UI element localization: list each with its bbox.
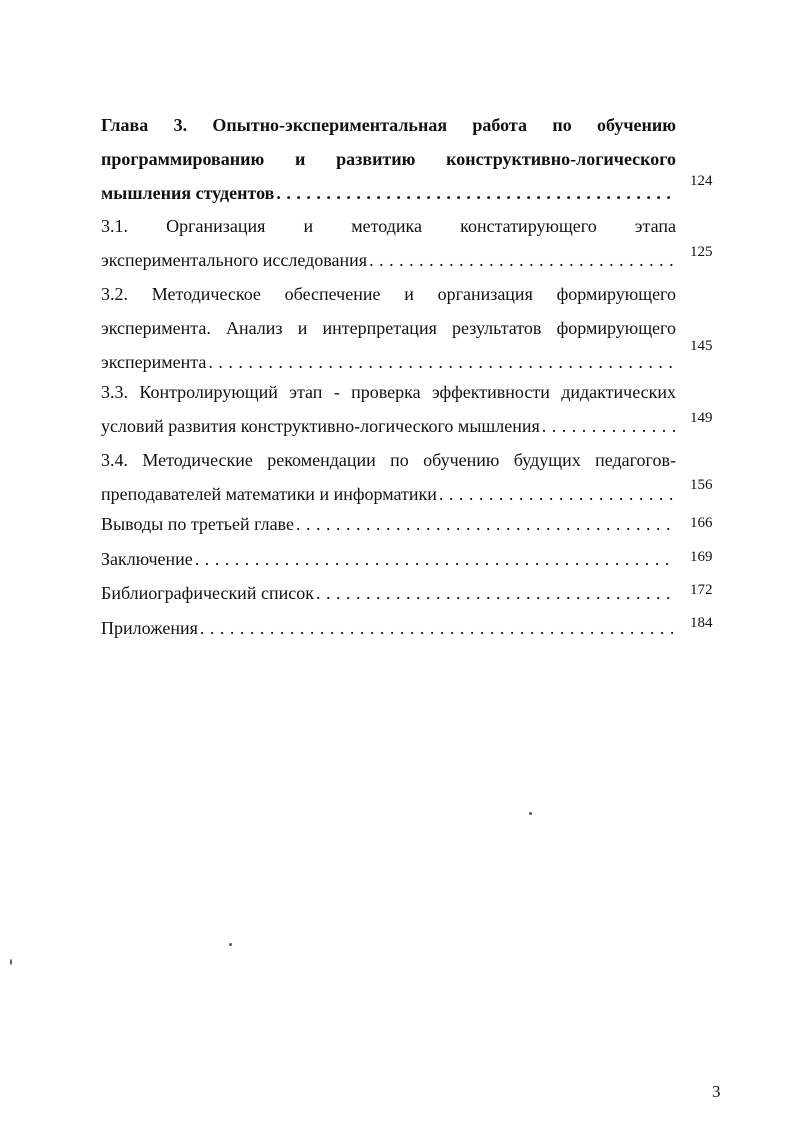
toc-entry-chapter-3 <box>101 108 676 210</box>
dot-leader <box>276 176 676 210</box>
dot-leader <box>369 243 676 277</box>
scan-speck <box>10 959 12 965</box>
toc-entry-line: мышления студентов <box>101 183 275 203</box>
toc-entry-3-4 <box>101 443 676 511</box>
toc-page-number: 166 <box>690 515 713 531</box>
dot-leader <box>542 409 676 443</box>
dot-leader <box>439 477 676 511</box>
toc-entry-line: преподавателей математики и информатики <box>101 484 437 504</box>
toc-entry-conclusions-chapter-3 <box>101 507 676 541</box>
toc-entry-line: 3.4. Методические рекомендации по обучению будущих педагогов- <box>101 450 676 470</box>
toc-page-number: 156 <box>690 477 713 493</box>
toc-page-number: 184 <box>690 615 713 631</box>
toc-page-number: 125 <box>690 244 713 260</box>
toc-page-number: 124 <box>690 173 713 189</box>
toc-entry-line: 3.2. Методическое обеспечение и организация формирующего <box>101 284 676 304</box>
toc-page-number: 172 <box>690 582 713 598</box>
toc-entry-line: программированию и развитию конструктивно-логического <box>101 149 676 169</box>
toc-entry-line: эксперимента. Анализ и интерпретация результатов формирующего <box>101 318 676 338</box>
toc-entry-conclusion <box>101 542 676 576</box>
toc-entry-line: 3.1. Организация и методика констатирующего этапа <box>101 216 676 236</box>
dot-leader <box>200 611 676 645</box>
dot-leader <box>296 507 676 541</box>
toc-entry-3-3 <box>101 375 676 443</box>
toc-entry-line: Выводы по третьей главе <box>101 514 294 534</box>
toc-page-number: 169 <box>690 549 713 565</box>
toc-entry-line: Приложения <box>101 618 198 638</box>
toc-entry-line: условий развития конструктивно-логического мышления <box>101 416 540 436</box>
scan-speck <box>229 943 232 946</box>
dot-leader <box>195 542 676 576</box>
toc-entry-line: Глава 3. Опытно-экспериментальная работа по обучению <box>101 115 676 135</box>
toc-entry-line: 3.3. Контролирующий этап - проверка эффективности дидактических <box>101 382 676 402</box>
toc-entry-3-2 <box>101 277 676 379</box>
toc-entry-line: Библиографический список <box>101 583 314 603</box>
toc-entry-bibliography <box>101 576 676 610</box>
toc-page-number: 145 <box>690 338 713 354</box>
toc-page-number: 149 <box>690 410 713 426</box>
dot-leader <box>208 345 676 379</box>
toc-entry-line: эксперимента <box>101 352 207 372</box>
toc-entry-appendices <box>101 611 676 645</box>
dot-leader <box>316 576 676 610</box>
toc-entry-line: экспериментального исследования <box>101 250 368 270</box>
toc-entry-3-1 <box>101 209 676 277</box>
scan-speck <box>529 812 532 815</box>
page-number: 3 <box>712 1082 721 1101</box>
toc-entry-line: Заключение <box>101 549 193 569</box>
